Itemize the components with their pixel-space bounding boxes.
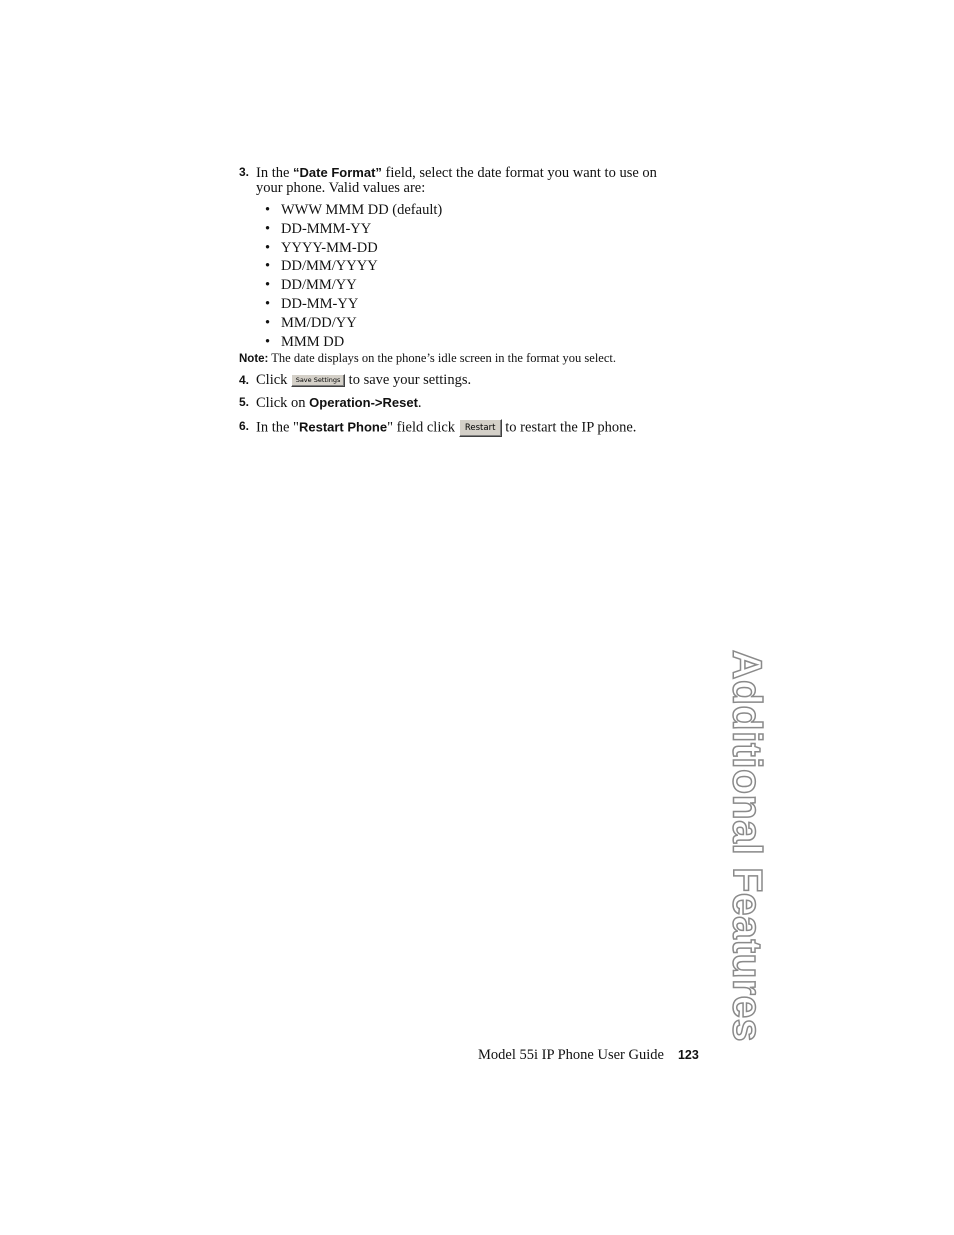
note-text: The date displays on the phone’s idle screen in the format you select. — [268, 351, 616, 365]
page-number: 123 — [677, 1048, 699, 1062]
step-text: to save your settings. — [348, 372, 472, 388]
step-number: 3. — [239, 165, 250, 179]
section-side-tab — [702, 649, 792, 1043]
step-3 — [239, 165, 709, 196]
guide-title: Model 55i IP Phone User Guide — [478, 1047, 664, 1063]
list-item: • WWW MMM DD (default) — [265, 201, 442, 220]
step-4 — [239, 373, 709, 388]
list-item: • MM/DD/YY — [265, 314, 442, 333]
step-text: " field click — [387, 419, 459, 436]
note-label: Note: — [239, 353, 269, 365]
list-item: • MMM DD — [265, 333, 442, 352]
step-number: 4. — [239, 373, 250, 387]
step-5 — [239, 395, 709, 411]
step-6 — [239, 419, 709, 437]
menu-path: Operation->Reset — [309, 395, 418, 410]
step-number: 6. — [239, 419, 250, 433]
step-text: . — [417, 395, 422, 411]
step-text: to restart the IP phone. — [505, 419, 637, 436]
date-format-field-name: “Date Format” — [293, 165, 382, 180]
list-item: • DD/MM/YY — [265, 276, 442, 295]
step-text: In the " — [256, 419, 299, 436]
section-side-tab-label: Additional Features — [724, 649, 771, 1043]
save-settings-button[interactable]: Save Settings — [291, 374, 345, 387]
note — [239, 351, 616, 367]
step-text: field, select the date format you want to use on — [381, 165, 657, 181]
list-item: • DD-MMM-YY — [265, 220, 442, 239]
list-item: • DD-MM-YY — [265, 295, 442, 314]
list-item: • YYYY-MM-DD — [265, 239, 442, 258]
step-number: 5. — [239, 395, 250, 409]
restart-phone-field-name: Restart Phone — [298, 419, 388, 435]
step-text: Click — [256, 372, 292, 388]
step-text: your phone. Valid values are: — [256, 180, 426, 196]
page-footer — [478, 1047, 699, 1063]
date-format-list — [265, 201, 442, 351]
step-text: Click on — [256, 395, 310, 411]
step-text: In the — [256, 165, 294, 181]
list-item: • DD/MM/YYYY — [265, 257, 442, 276]
restart-button[interactable]: Restart — [459, 419, 502, 437]
